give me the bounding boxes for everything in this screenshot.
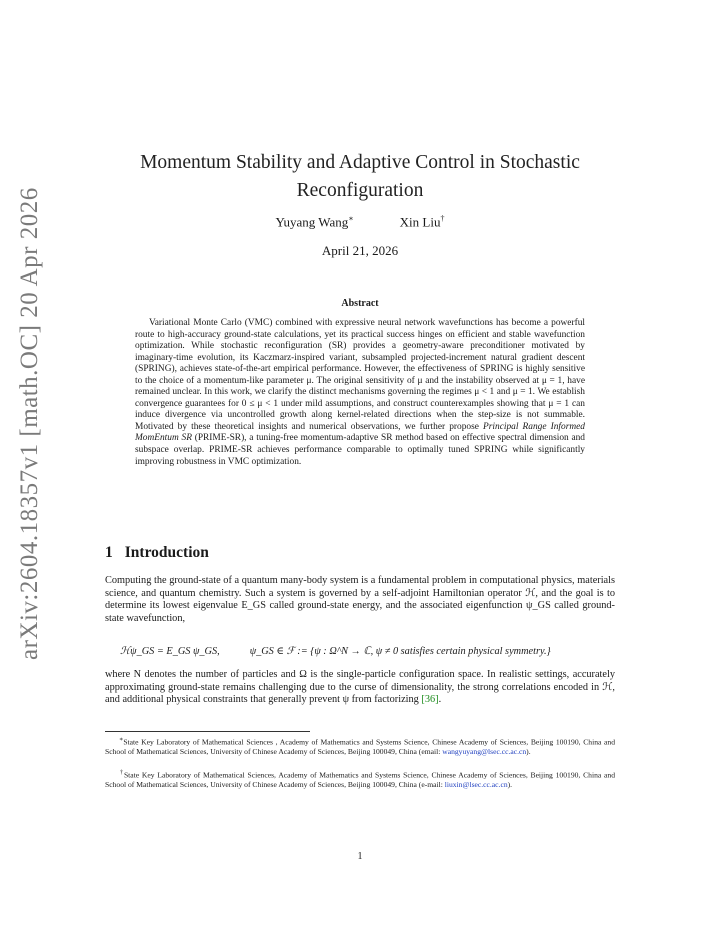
section-heading bbox=[105, 544, 209, 562]
abstract-heading: Abstract bbox=[341, 298, 379, 309]
email-link[interactable]: liuxin@lsec.cc.ac.cn bbox=[444, 779, 508, 789]
paper-title: Momentum Stability and Adaptive Control in Stochastic Reconfiguration bbox=[140, 152, 580, 201]
email-link[interactable]: wangyuyang@lsec.cc.ac.cn bbox=[442, 746, 527, 756]
footnote-mark: † bbox=[119, 769, 124, 776]
equation-right: ψ_GS ∈ ℱ := {ψ : Ω^N → ℂ, ψ ≠ 0 satisfies certain physical symmetry.} bbox=[249, 646, 551, 657]
footnote-text: State Key Laboratory of Mathematical Sciences, Academy of Mathematics and Systems Science, Chinese Academy of Sciences, Beijing 100190, China and School of Mathematical Sciences, University of Chinese Academy of Sciences, Beijing 100049, China (e-mail: bbox=[105, 770, 615, 789]
ground-state-equation bbox=[120, 645, 615, 657]
arxiv-identifier: arXiv:2604.18357v1 [math.OC] 20 Apr 2026 bbox=[16, 187, 43, 660]
intro-paragraph-2 bbox=[105, 669, 615, 707]
author-2 bbox=[400, 214, 445, 230]
author-1 bbox=[276, 214, 354, 230]
author-list bbox=[105, 214, 615, 230]
footnote-2 bbox=[105, 768, 615, 789]
author-mark: † bbox=[440, 214, 445, 223]
footnote-end: ). bbox=[526, 746, 531, 756]
author-mark: ∗ bbox=[348, 214, 354, 223]
section-title: Introduction bbox=[124, 544, 209, 561]
method-name: Principal Range Informed MomEntum SR bbox=[135, 421, 585, 444]
abstract-text bbox=[135, 318, 585, 468]
citation-link[interactable]: [36] bbox=[421, 694, 439, 706]
footnote-end: ). bbox=[507, 779, 513, 789]
footnote-rule bbox=[105, 731, 310, 732]
footnote-mark: ∗ bbox=[119, 736, 124, 743]
footnote-text: State Key Laboratory of Mathematical Sciences , Academy of Mathematics and Systems Science, Chinese Academy of Sciences, Beijing 100190, China and School of Mathematical Sciences, University of Chinese Academy of Sciences, Beijing 100049, China (email: bbox=[105, 737, 615, 756]
intro-paragraph-1: Computing the ground-state of a quantum many-body system is a fundamental problem in computational physics, materials science, and quantum chemistry. Such a system is governed by a self-adjoint Hamiltonian operator ℋ, and the goal is to determine its lowest eigenvalue E_GS called ground-state energy, and the associated eigenfunction ψ_GS called ground-state wavefunction, bbox=[105, 575, 615, 624]
author-name: Yuyang Wang bbox=[275, 214, 349, 230]
section-number: 1 bbox=[105, 544, 113, 561]
paragraph-end: . bbox=[438, 694, 442, 706]
equation-left: ℋψ_GS = E_GS ψ_GS, bbox=[120, 646, 220, 657]
abstract-part: Variational Monte Carlo (VMC) combined with expressive neural network wavefunctions has become a powerful route to high-accuracy ground-state calculations, yet its practical success hinges on efficient and stable wavefunction optimization. While stochastic reconfiguration (SR) provides a geometry-aware preconditioner motivated by imaginary-time evolution, its Kaczmarz-inspired variant, subsampled projected-increment natural gradient descent (SPRING), achieves state-of-the-art empirical performance. However, the effectiveness of SPRING is highly sensitive to the choice of a momentum-like parameter μ. The original sensitivity of μ and the instability observed at μ = 1, have remained unclear. In this work, we clarify the distinct mechanisms governing the regimes μ < 1 and μ = 1. We establish convergence guarantees for 0 ≤ μ < 1 under mild assumptions, and construct counterexamples showing that μ = 1 can induce divergence via uncontrolled growth along kernel-related directions when the step-size is not summable. Motivated by these theoretical insights and numerical observations, we further propose bbox=[135, 318, 585, 432]
page-number: 1 bbox=[357, 851, 363, 862]
footnote-1 bbox=[105, 735, 615, 756]
abstract-part: (PRIME-SR), a tuning-free momentum-adaptive SR method based on effective spectral dimension and subspace overlap. PRIME-SR achieves performance comparable to optimally tuned SPRING while significantly improving robustness in VMC optimization. bbox=[135, 433, 585, 467]
author-name: Xin Liu bbox=[399, 214, 441, 230]
paper-date: April 21, 2026 bbox=[321, 243, 399, 258]
paragraph-text: where N denotes the number of particles and Ω is the single-particle configuration space. In realistic settings, accurately approximating ground-state remains challenging due to the curse of dimensionality, the strong correlations encoded in ℋ, and additional physical constraints that generally prevent ψ from factorizing bbox=[105, 669, 615, 706]
